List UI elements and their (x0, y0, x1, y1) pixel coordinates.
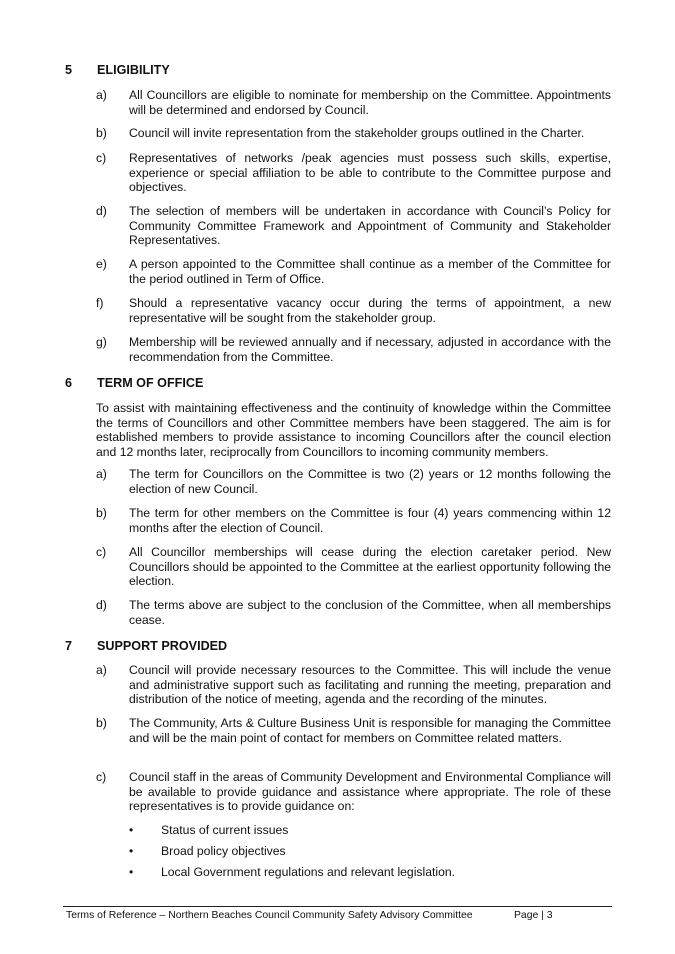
section-intro: To assist with maintaining effectiveness and the continuity of knowledge within the Committee the terms of Councillors and other Committee members have been staggered. The aim is for established members to provide assistance to incoming Councillors after the council election and 12 months later, reciprocally from Councillors to incoming community members. (96, 401, 611, 459)
item-letter: b) (96, 506, 107, 520)
footer-page-number: Page | 3 (514, 910, 553, 921)
item-letter: f) (96, 296, 104, 310)
bullet-text: Status of current issues (161, 823, 289, 837)
section-title: SUPPORT PROVIDED (97, 639, 228, 653)
item-letter: b) (96, 126, 107, 140)
item-text: The term for other members on the Committee is four (4) years commencing within 12 months after the election of Council. (129, 506, 611, 535)
item-letter: d) (96, 204, 107, 218)
item-text: Membership will be reviewed annually and if necessary, adjusted in accordance with the recommendation from the Committee. (129, 335, 611, 364)
item-letter: b) (96, 716, 107, 730)
item-text: Representatives of networks /peak agencies must possess such skills, expertise, experience or special affiliation to be able to contribute to the Committee purpose and objectives. (129, 151, 611, 195)
item-text: All Councillors are eligible to nominate for membership on the Committee. Appointments will be determined and endorsed by Council. (129, 88, 611, 117)
bullet-icon: • (129, 844, 134, 858)
section-number: 7 (65, 639, 73, 653)
item-letter: a) (96, 467, 107, 481)
item-letter: a) (96, 663, 107, 677)
item-letter: c) (96, 770, 107, 784)
item-letter: e) (96, 257, 107, 271)
footer-divider (63, 906, 612, 907)
item-text: Council will invite representation from the stakeholder groups outlined in the Charter. (129, 126, 585, 140)
bullet-text: Local Government regulations and relevant legislation. (161, 865, 456, 879)
item-text: The term for Councillors on the Committee is two (2) years or 12 months following the election of new Council. (129, 467, 611, 496)
item-text: The terms above are subject to the conclusion of the Committee, when all memberships cease. (129, 598, 611, 627)
item-text: Council will provide necessary resources to the Committee. This will include the venue and administrative support such as facilitating and running the meeting, preparation and distribution of the notice of meeting, agenda and the recording of the minutes. (129, 663, 611, 707)
item-letter: g) (96, 335, 107, 349)
item-letter: d) (96, 598, 107, 612)
item-letter: c) (96, 545, 107, 559)
item-text: A person appointed to the Committee shall continue as a member of the Committee for the period outlined in Term of Office. (129, 257, 611, 286)
bullet-icon: • (129, 865, 134, 879)
item-text: The selection of members will be undertaken in accordance with Council’s Policy for Community Committee Framework and Appointment of Community and Stakeholder Representatives. (129, 204, 611, 248)
section-title: ELIGIBILITY (97, 63, 170, 77)
section-number: 6 (65, 376, 73, 390)
item-text: Should a representative vacancy occur during the terms of appointment, a new representative will be sought from the stakeholder group. (129, 296, 611, 325)
item-text: All Councillor memberships will cease during the election caretaker period. New Councillors should be appointed to the Committee at the earliest opportunity following the election. (129, 545, 611, 589)
bullet-text: Broad policy objectives (161, 844, 286, 858)
item-letter: c) (96, 151, 107, 165)
item-letter: a) (96, 88, 107, 102)
footer-document-title: Terms of Reference – Northern Beaches Council Community Safety Advisory Committee (66, 910, 473, 921)
item-text: The Community, Arts & Culture Business Unit is responsible for managing the Committee and will be the main point of contact for members on Committee related matters. (129, 716, 611, 745)
item-text: Council staff in the areas of Community Development and Environmental Compliance will be available to provide guidance and assistance where appropriate. The role of these representatives is to provide guidance on: (129, 770, 611, 814)
bullet-icon: • (129, 823, 134, 837)
section-title: TERM OF OFFICE (97, 376, 204, 390)
section-number: 5 (65, 63, 73, 77)
